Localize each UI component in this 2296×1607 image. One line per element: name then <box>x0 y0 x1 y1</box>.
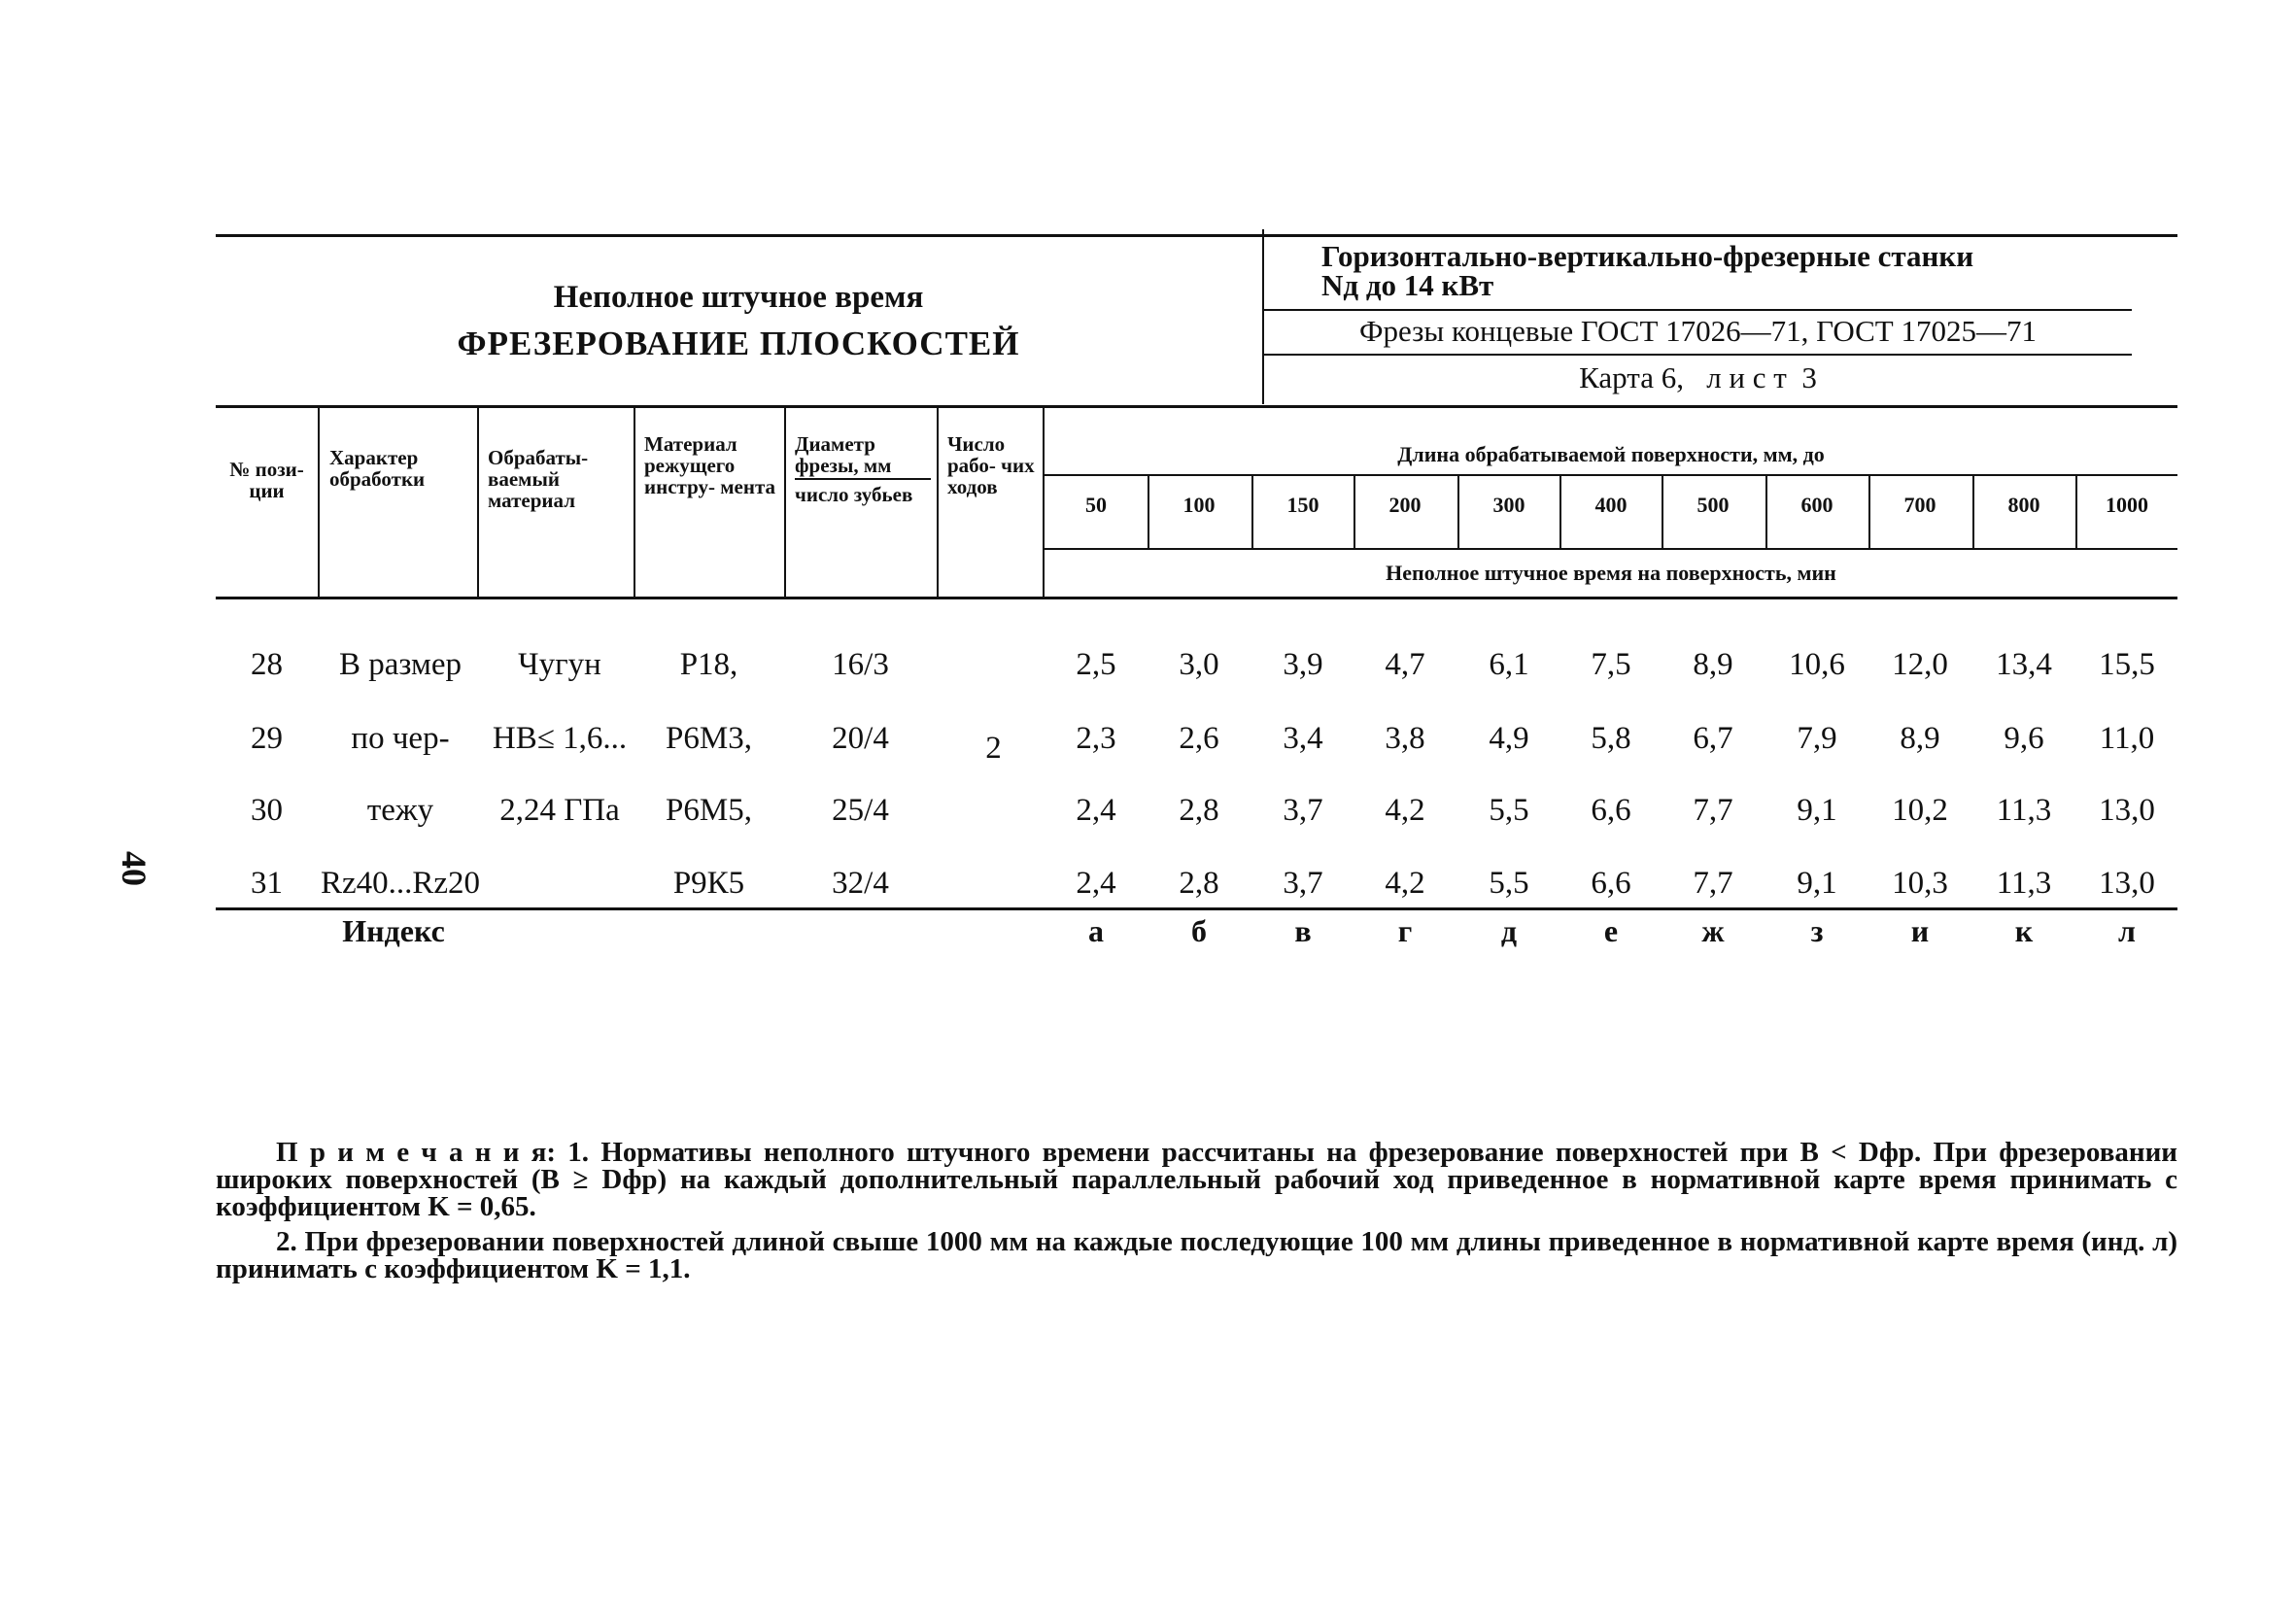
row-pos: 31 <box>251 866 283 901</box>
row-time-value: 3,0 <box>1179 647 1219 682</box>
row-pos: 29 <box>251 721 283 756</box>
length-col-label: 50 <box>1085 493 1107 517</box>
index-letter: б <box>1191 913 1207 948</box>
card-sheet: Карта 6, л и с т 3 <box>1579 360 1817 394</box>
row-tool: Р6М5, <box>666 793 752 828</box>
index-letter: л <box>2118 913 2136 948</box>
header-time: Неполное штучное время на поверхность, мин <box>1386 561 1836 585</box>
length-label-top-rule <box>1045 474 2177 476</box>
row-time-value: 3,7 <box>1283 866 1323 901</box>
length-col-divider <box>1354 476 1355 548</box>
length-col-divider <box>1251 476 1253 548</box>
index-letter: г <box>1397 913 1413 948</box>
row-time-value: 8,9 <box>1693 647 1733 682</box>
row-time-value: 15,5 <box>2099 647 2155 682</box>
row-diameter-teeth: 16/3 <box>832 647 889 682</box>
length-col-divider <box>1662 476 1663 548</box>
length-col-label: 150 <box>1286 493 1319 517</box>
note-2: 2. При фрезеровании поверхностей длиной свыше 1000 мм на каждые последующие 100 мм длины приведенное в нормативной карте время (инд. л) принимать с коэффициентом K = 1,1. <box>216 1226 2177 1284</box>
length-col-divider <box>1148 476 1149 548</box>
col-divider <box>477 407 479 598</box>
row-time-value: 5,5 <box>1489 866 1529 901</box>
index-letter: к <box>2014 913 2034 948</box>
row-time-value: 11,3 <box>1996 793 2052 828</box>
index-label: Индекс <box>342 913 445 948</box>
length-col-label: 800 <box>2007 493 2040 517</box>
row-time-value: 6,7 <box>1693 721 1733 756</box>
table-header-bottom-rule <box>216 597 2177 599</box>
row-time-value: 8,9 <box>1900 721 1940 756</box>
row-character: по чер- <box>351 721 450 756</box>
row-time-value: 9,6 <box>2004 721 2044 756</box>
page-number: 40 <box>115 851 154 886</box>
row-time-value: 6,6 <box>1591 866 1631 901</box>
row-time-value: 7,9 <box>1797 721 1837 756</box>
row-time-value: 2,5 <box>1076 647 1116 682</box>
row-time-value: 10,2 <box>1892 793 1948 828</box>
length-col-label: 200 <box>1388 493 1422 517</box>
header-material: Обрабаты- ваемый материал <box>488 446 589 512</box>
row-time-value: 9,1 <box>1797 793 1837 828</box>
length-col-divider <box>1559 476 1561 548</box>
row-time-value: 12,0 <box>1892 647 1948 682</box>
header-diameter: Диаметр фрезы, мм <box>795 433 931 480</box>
row-character: Rz40...Rz20 <box>320 866 481 901</box>
length-col-divider <box>1972 476 1974 548</box>
row-time-value: 10,6 <box>1789 647 1845 682</box>
machine-power: Nд до 14 кВт <box>1321 268 1494 302</box>
row-time-value: 3,7 <box>1283 793 1323 828</box>
header-subtitle: Неполное штучное время <box>553 280 924 315</box>
table-header-top-rule <box>216 405 2177 408</box>
index-letter: д <box>1500 913 1518 948</box>
length-col-label: 1000 <box>2106 493 2148 517</box>
row-time-value: 11,3 <box>1996 866 2052 901</box>
length-label-bottom-rule <box>1045 548 2177 550</box>
row-time-value: 3,9 <box>1283 647 1323 682</box>
row-time-value: 7,5 <box>1591 647 1631 682</box>
header-top-rule <box>216 234 2177 237</box>
index-letter: е <box>1603 913 1619 948</box>
row-time-value: 11,0 <box>2099 721 2155 756</box>
header-tool: Материал режущего инстру- мента <box>644 432 776 498</box>
index-letter: ж <box>1701 913 1725 948</box>
page-title: ФРЕЗЕРОВАНИЕ ПЛОСКОСТЕЙ <box>457 325 1020 362</box>
row-time-value: 4,9 <box>1489 721 1529 756</box>
row-time-value: 9,1 <box>1797 866 1837 901</box>
header-passes: Число рабо- чих ходов <box>947 432 1035 498</box>
header-character: Характер обработки <box>329 446 426 491</box>
row-character: тежу <box>366 793 434 828</box>
note-1: П р и м е ч а н и я: 1. Нормативы неполного штучного времени рассчитаны на фрезерование поверхностей при B < Dфр. При фрезеровании широких поверхностей (B ≥ Dфр) на каждый дополнительный параллельный рабочий ход приведенное в нормативной карте время принимать с коэффициентом K = 0,65. <box>216 1137 2177 1222</box>
row-time-value: 6,6 <box>1591 793 1631 828</box>
index-letter: з <box>1810 913 1824 948</box>
col-divider <box>937 407 939 598</box>
length-col-divider <box>1765 476 1767 548</box>
row-time-value: 3,4 <box>1283 721 1323 756</box>
row-time-value: 13,4 <box>1996 647 2052 682</box>
index-letter: и <box>1910 913 1930 948</box>
header-rule-1 <box>1264 309 2132 311</box>
header-rule-2 <box>1264 354 2132 356</box>
length-col-label: 100 <box>1182 493 1216 517</box>
length-col-label: 500 <box>1696 493 1730 517</box>
table-bottom-rule <box>216 907 2177 910</box>
row-tool: Р6М3, <box>666 721 752 756</box>
row-time-value: 2,4 <box>1076 866 1116 901</box>
length-col-label: 700 <box>1903 493 1936 517</box>
row-time-value: 5,8 <box>1591 721 1631 756</box>
row-time-value: 4,7 <box>1385 647 1425 682</box>
row-time-value: 2,8 <box>1179 793 1219 828</box>
header-teeth: число зубьев <box>795 483 913 506</box>
col-divider <box>318 407 320 598</box>
row-time-value: 4,2 <box>1385 866 1425 901</box>
index-letter: в <box>1294 913 1312 948</box>
row-time-value: 2,3 <box>1076 721 1116 756</box>
length-col-divider <box>1457 476 1459 548</box>
row-material: Чугун <box>518 647 601 682</box>
length-col-label: 600 <box>1800 493 1833 517</box>
machine-type: Горизонтально-вертикально-фрезерные станки <box>1321 239 1974 273</box>
col-divider <box>784 407 786 598</box>
row-diameter-teeth: 20/4 <box>832 721 889 756</box>
header-pos: № пози- ции <box>229 458 304 502</box>
row-tool: Р9К5 <box>672 866 745 901</box>
passes-value: 2 <box>985 731 1002 766</box>
col-divider <box>634 407 635 598</box>
row-time-value: 4,2 <box>1385 793 1425 828</box>
row-time-value: 10,3 <box>1892 866 1948 901</box>
row-time-value: 6,1 <box>1489 647 1529 682</box>
header-length: Длина обрабатываемой поверхности, мм, до <box>1397 442 1825 466</box>
length-col-label: 400 <box>1594 493 1628 517</box>
row-time-value: 7,7 <box>1693 866 1733 901</box>
row-time-value: 2,8 <box>1179 866 1219 901</box>
row-material: НВ≤ 1,6... <box>492 721 628 756</box>
tool-standard: Фрезы концевые ГОСТ 17026—71, ГОСТ 17025—71 <box>1359 314 2037 348</box>
row-time-value: 7,7 <box>1693 793 1733 828</box>
row-time-value: 5,5 <box>1489 793 1529 828</box>
length-col-label: 300 <box>1492 493 1525 517</box>
row-time-value: 13,0 <box>2099 866 2155 901</box>
length-col-divider <box>1868 476 1870 548</box>
row-tool: Р18, <box>679 647 738 682</box>
row-diameter-teeth: 25/4 <box>832 793 889 828</box>
row-time-value: 2,6 <box>1179 721 1219 756</box>
row-diameter-teeth: 32/4 <box>832 866 889 901</box>
row-material: 2,24 ГПа <box>499 793 620 828</box>
row-time-value: 2,4 <box>1076 793 1116 828</box>
row-pos: 28 <box>251 647 283 682</box>
index-letter: а <box>1088 913 1104 948</box>
length-col-divider <box>2075 476 2077 548</box>
row-time-value: 3,8 <box>1385 721 1425 756</box>
row-pos: 30 <box>251 793 283 828</box>
row-time-value: 13,0 <box>2099 793 2155 828</box>
row-character: В размер <box>338 647 462 682</box>
